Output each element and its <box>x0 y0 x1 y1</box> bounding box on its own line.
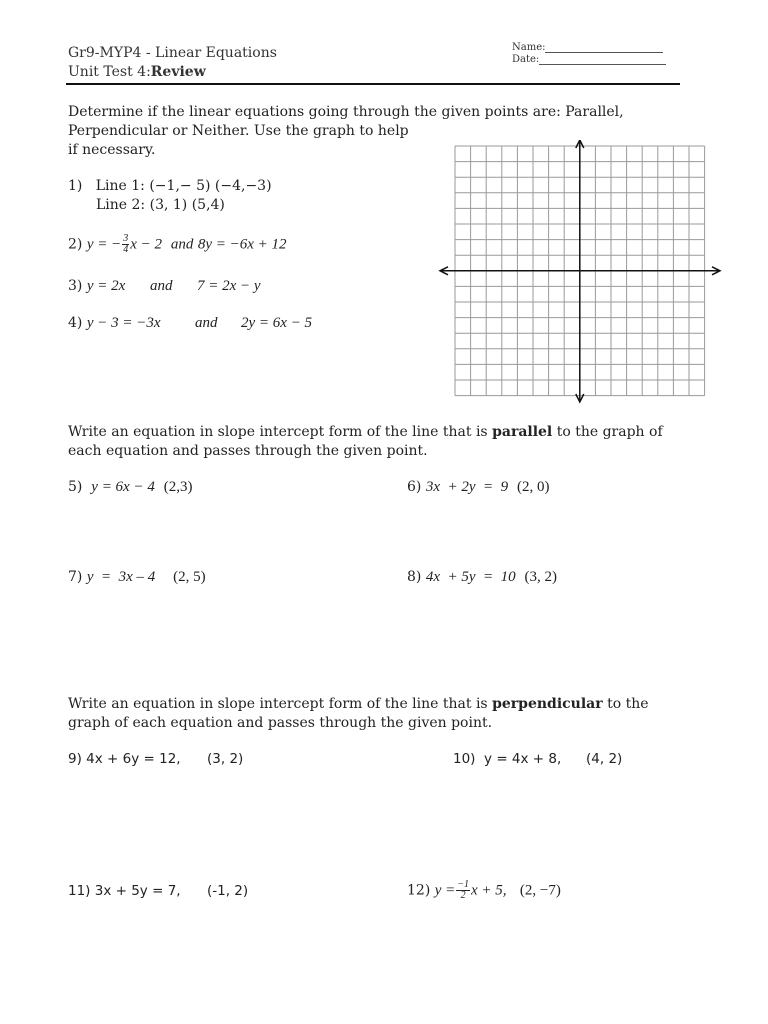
section3-instructions-line2: graph of each equation and passes through the given point. <box>68 715 493 731</box>
q7-point: (2, 5) <box>173 569 206 585</box>
q1-line2-points: (3, 1) (5,4) <box>149 197 225 213</box>
coordinate-grid[interactable] <box>436 140 724 404</box>
q6-num: 6) <box>407 479 422 495</box>
q5-eq: y = 6x − 4 <box>91 479 155 495</box>
section2-instructions-line1 <box>68 423 663 442</box>
s2-line1-pre: Write an equation in slope intercept form of the line that is <box>68 424 488 440</box>
question-10 <box>453 751 561 767</box>
q2-frac-den: 4 <box>123 244 129 255</box>
name-field[interactable] <box>512 42 663 53</box>
q4-eq2: 2y = 6x − 5 <box>241 315 313 331</box>
name-blank[interactable] <box>545 52 663 53</box>
question-7 <box>68 568 206 587</box>
unit-title <box>68 64 206 80</box>
header-rule <box>66 83 680 85</box>
question-12 <box>407 880 561 901</box>
q10-eq: y = 4x + 8, <box>484 751 562 767</box>
question-3 <box>68 277 125 296</box>
question-8 <box>407 568 557 587</box>
name-label: Name: <box>512 42 546 53</box>
q2-eq2: 8y = −6x + 12 <box>197 236 287 253</box>
q8-eq: 4x + 5y = 10 <box>425 569 516 585</box>
s2-parallel: parallel <box>492 424 553 440</box>
question-6 <box>407 478 550 497</box>
s2-line1-post: to the graph of <box>556 424 663 440</box>
q2-and: and <box>170 236 194 253</box>
date-field[interactable] <box>512 54 666 65</box>
section2-instructions-line2: each equation and passes through the given point. <box>68 443 428 459</box>
s3-line1-pre: Write an equation in slope intercept form of the line that is <box>68 696 488 712</box>
q9-eq: 4x + 6y = 12, <box>86 751 181 767</box>
q12-point: (2, −7) <box>519 882 561 899</box>
q7-eq: y = 3x – 4 <box>86 569 156 585</box>
q2-eq1-b: x − 2 <box>130 236 163 253</box>
q2-fraction <box>122 234 129 255</box>
section1-instructions-line1: Determine if the linear equations going through the given points are: Parallel, <box>68 104 624 120</box>
q3-eq2: 7 = 2x − y <box>197 278 261 294</box>
q3-and: and <box>150 278 173 294</box>
q4-eq1: y − 3 = −3x <box>86 315 161 331</box>
q11-eq: 3x + 5y = 7, <box>94 883 181 899</box>
q9-num: 9) <box>68 751 82 767</box>
section3-instructions-line1 <box>68 695 649 714</box>
q3-eq1: y = 2x <box>86 278 126 294</box>
q5-num: 5) <box>68 479 83 495</box>
q11-point: (-1, 2) <box>207 883 249 899</box>
q10-num: 10) <box>453 751 476 767</box>
q12-eq-b: x + 5, <box>471 882 507 899</box>
q6-point: (2, 0) <box>517 479 550 495</box>
s3-line1-post: to the <box>607 696 649 712</box>
q4-and: and <box>195 315 218 331</box>
q3-num: 3) <box>68 278 83 294</box>
q2-frac-num: 3 <box>123 233 129 244</box>
q2-eq1-a: y = − <box>86 236 122 253</box>
q9-point: (3, 2) <box>207 751 244 767</box>
q12-frac-den: 2 <box>460 890 466 901</box>
q1-line1-label: Line 1: <box>95 178 145 194</box>
question-9 <box>68 751 181 767</box>
q11-num: 11) <box>68 883 91 899</box>
question-11 <box>68 883 181 899</box>
question-4 <box>68 314 161 333</box>
s3-perpendicular: perpendicular <box>492 696 603 712</box>
date-blank[interactable] <box>539 64 666 65</box>
course-title: Gr9-MYP4 - Linear Equations <box>68 45 277 61</box>
q1-line2-label: Line 2: <box>96 197 146 213</box>
q7-num: 7) <box>68 569 83 585</box>
q12-eq-a: y = <box>434 882 456 899</box>
section1-instructions-line3: if necessary. <box>68 142 156 158</box>
q1-num: 1) <box>68 178 83 194</box>
q10-point: (4, 2) <box>586 751 623 767</box>
q1-line2 <box>96 196 225 215</box>
q8-num: 8) <box>407 569 422 585</box>
q12-fraction <box>456 880 470 901</box>
q12-num: 12) <box>407 882 431 899</box>
date-label: Date: <box>512 54 540 65</box>
question-5 <box>68 478 193 497</box>
q2-num: 2) <box>68 236 83 253</box>
unit-review: Review <box>150 64 206 80</box>
q8-point: (3, 2) <box>524 569 558 585</box>
section1-instructions-line2: Perpendicular or Neither. Use the graph to help <box>68 123 409 139</box>
q6-eq: 3x + 2y = 9 <box>425 479 509 495</box>
q12-frac-num: −1 <box>457 879 470 890</box>
axes <box>440 140 720 402</box>
question-1 <box>68 177 272 196</box>
q1-line1-points: (−1,− 5) (−4,−3) <box>149 178 272 194</box>
q4-num: 4) <box>68 315 83 331</box>
q5-point: (2,3) <box>163 479 193 495</box>
question-2 <box>68 234 287 255</box>
unit-prefix: Unit Test 4: <box>68 64 151 80</box>
